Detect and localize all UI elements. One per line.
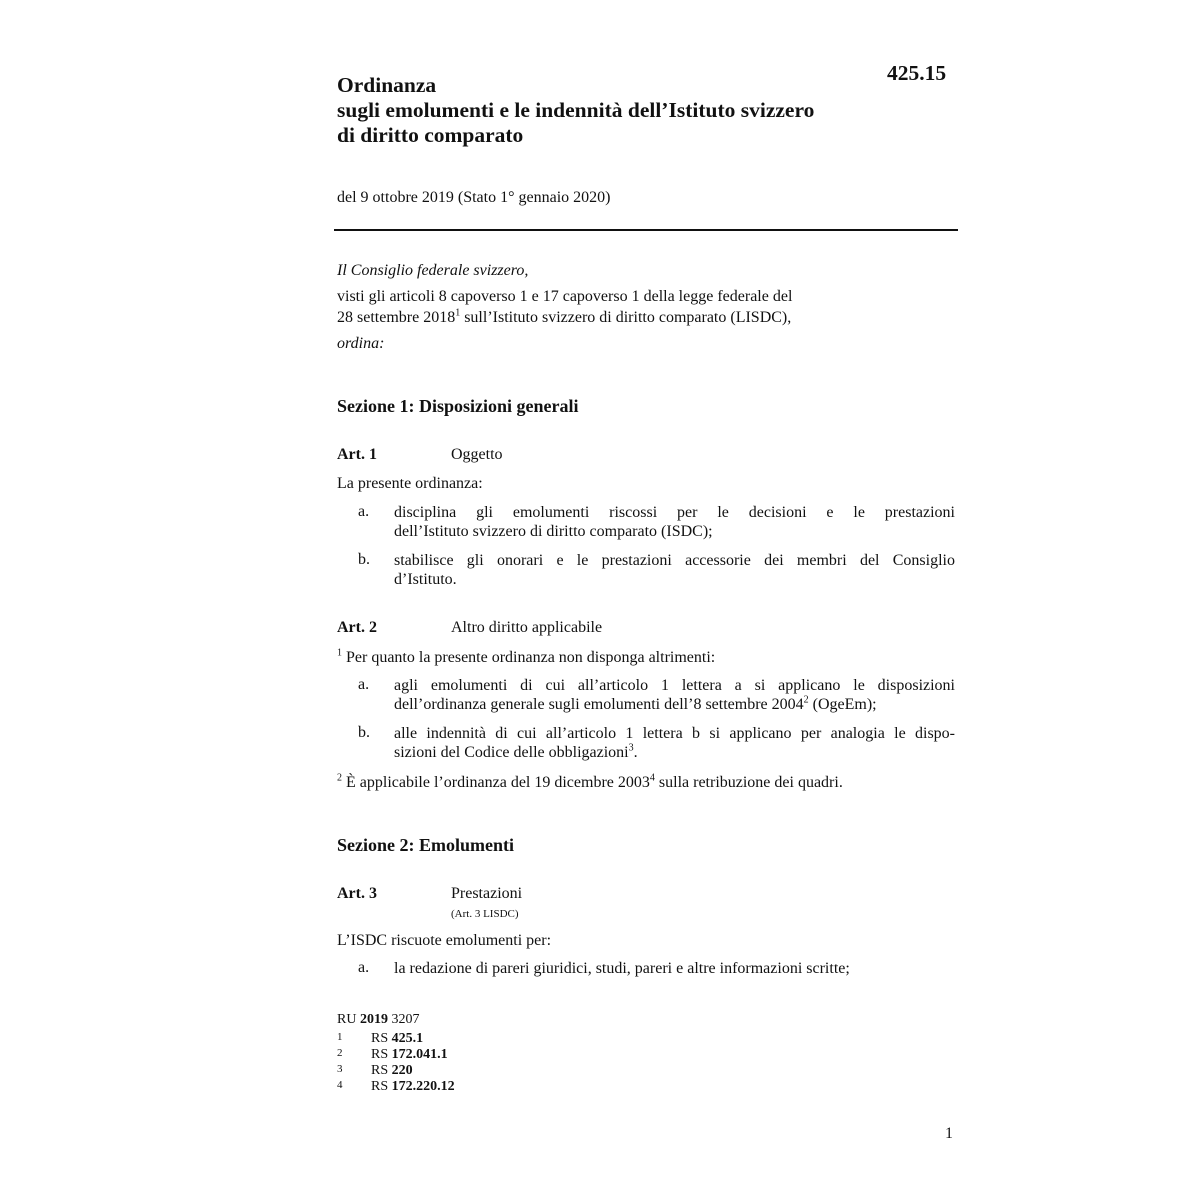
- art-2-item-b-end: .: [633, 744, 638, 761]
- art-2-item-a-text: dell’ordinanza generale sugli emolumenti dell’8 settembre 2004: [394, 696, 804, 713]
- preamble-law: sull’Istituto svizzero di diritto comparato (LISDC),: [460, 309, 792, 326]
- footnote-number: 3: [337, 1063, 343, 1075]
- para-number-2: 2: [337, 772, 342, 784]
- section-1-title: Sezione 1: Disposizioni generali: [337, 396, 579, 416]
- art-3-intro: L’ISDC riscuote emolumenti per:: [337, 932, 552, 949]
- title-line-1: Ordinanza: [337, 73, 437, 97]
- footnote-prefix: RS: [371, 1079, 392, 1094]
- footnote-ref: 172.220.12: [391, 1079, 455, 1094]
- art-2-para-2-end: sulla retribuzione dei quadri.: [654, 774, 843, 791]
- art-2-item-b-label: b.: [358, 724, 370, 741]
- footnote-ref: 220: [391, 1063, 413, 1078]
- art-1-item-a-label: a.: [358, 503, 370, 520]
- art-2-item-b-text: sizioni del Codice delle obbligazioni: [394, 744, 629, 761]
- art-2-item-a: [394, 676, 955, 714]
- para-number-1: 1: [337, 647, 342, 659]
- ru-prefix: RU: [337, 1012, 360, 1027]
- footnote-prefix: RS: [371, 1063, 392, 1078]
- art-2-title: Altro diritto applicabile: [451, 619, 603, 636]
- preamble-line-1: visti gli articoli 8 capoverso 1 e 17 capoverso 1 della legge federale del: [337, 288, 793, 305]
- title-line-2: sugli emolumenti e le indennità dell’Istituto svizzero: [337, 98, 815, 122]
- footnote-number: 2: [337, 1047, 343, 1059]
- preamble-date: 28 settembre 2018: [337, 309, 456, 326]
- ru-year: 2019: [359, 1012, 388, 1027]
- art-2-item-b-line-2: [394, 743, 955, 762]
- footnote-ref-1[interactable]: 1: [455, 307, 461, 319]
- footnote-ref-4[interactable]: 4: [649, 772, 655, 784]
- footnote-ref-3[interactable]: 3: [628, 742, 634, 754]
- footnote-ref: 172.041.1: [391, 1047, 448, 1062]
- page-number: 1: [945, 1125, 953, 1142]
- art-2-para-1: [337, 648, 715, 667]
- footnote-text[interactable]: [371, 1047, 448, 1063]
- art-2-item-b: [394, 724, 955, 762]
- art-1-intro: La presente ordinanza:: [337, 475, 483, 492]
- art-2-number: Art. 2: [337, 619, 377, 636]
- art-1-item-b-label: b.: [358, 551, 370, 568]
- art-1-item-a-line-1: disciplina gli emolumenti riscossi per le decisioni e le prestazioni: [394, 504, 955, 521]
- date-line: del 9 ottobre 2019 (Stato 1° gennaio 2020): [337, 189, 611, 206]
- art-1-number: Art. 1: [337, 446, 377, 463]
- preamble-line-2: [337, 308, 791, 327]
- art-3-item-a-label: a.: [358, 959, 370, 976]
- art-1-item-b: [394, 551, 955, 589]
- art-3-title: Prestazioni: [451, 885, 523, 902]
- art-2-item-b-line-1: alle indennità di cui all’articolo 1 lettera b si applicano per analogia le dispo-: [394, 725, 955, 742]
- header-divider: [334, 229, 958, 231]
- footnote-ref: 425.1: [391, 1031, 424, 1046]
- footnote-prefix: RS: [371, 1031, 392, 1046]
- footnote-text[interactable]: [371, 1063, 413, 1079]
- art-2-para-1-text: Per quanto la presente ordinanza non disponga altrimenti:: [342, 649, 716, 666]
- preamble-authority: Il Consiglio federale svizzero,: [337, 262, 529, 279]
- art-3-number: Art. 3: [337, 885, 377, 902]
- art-2-item-a-line-1: agli emolumenti di cui all’articolo 1 lettera a si applicano le disposizioni: [394, 677, 955, 694]
- footnote-text[interactable]: [371, 1031, 423, 1047]
- art-2-item-a-line-2: [394, 695, 955, 714]
- ru-page: 3207: [387, 1012, 420, 1027]
- art-3-item-a: la redazione di pareri giuridici, studi, pareri e altre informazioni scritte;: [394, 960, 850, 977]
- footnote-number: 4: [337, 1079, 343, 1091]
- footnote-ref-2[interactable]: 2: [803, 694, 809, 706]
- art-1-title: Oggetto: [451, 446, 503, 463]
- art-1-item-b-line-1: stabilisce gli onorari e le prestazioni accessorie dei membri del Consiglio: [394, 552, 955, 569]
- art-1-item-a-line-2: dell’Istituto svizzero di diritto comparato (ISDC);: [394, 523, 713, 540]
- art-2-item-a-label: a.: [358, 676, 370, 693]
- art-2-para-2: [337, 773, 843, 792]
- art-2-para-2-text: È applicabile l’ordinanza del 19 dicembre 2003: [342, 774, 650, 791]
- footnote-text[interactable]: [371, 1079, 455, 1095]
- document-title: [337, 73, 814, 148]
- section-2-title: Sezione 2: Emolumenti: [337, 835, 514, 855]
- title-line-3: di diritto comparato: [337, 123, 524, 147]
- footnote-number: 1: [337, 1031, 343, 1043]
- art-1-item-a: [394, 503, 955, 541]
- ru-reference: [337, 1012, 419, 1028]
- art-3-reference: (Art. 3 LISDC): [451, 908, 519, 920]
- footnote-prefix: RS: [371, 1047, 392, 1062]
- art-1-item-b-line-2: d’Istituto.: [394, 571, 457, 588]
- art-2-item-a-abbrev: (OgeEm);: [808, 696, 877, 713]
- sr-number: 425.15: [887, 61, 947, 85]
- preamble-ordina: ordina:: [337, 335, 385, 352]
